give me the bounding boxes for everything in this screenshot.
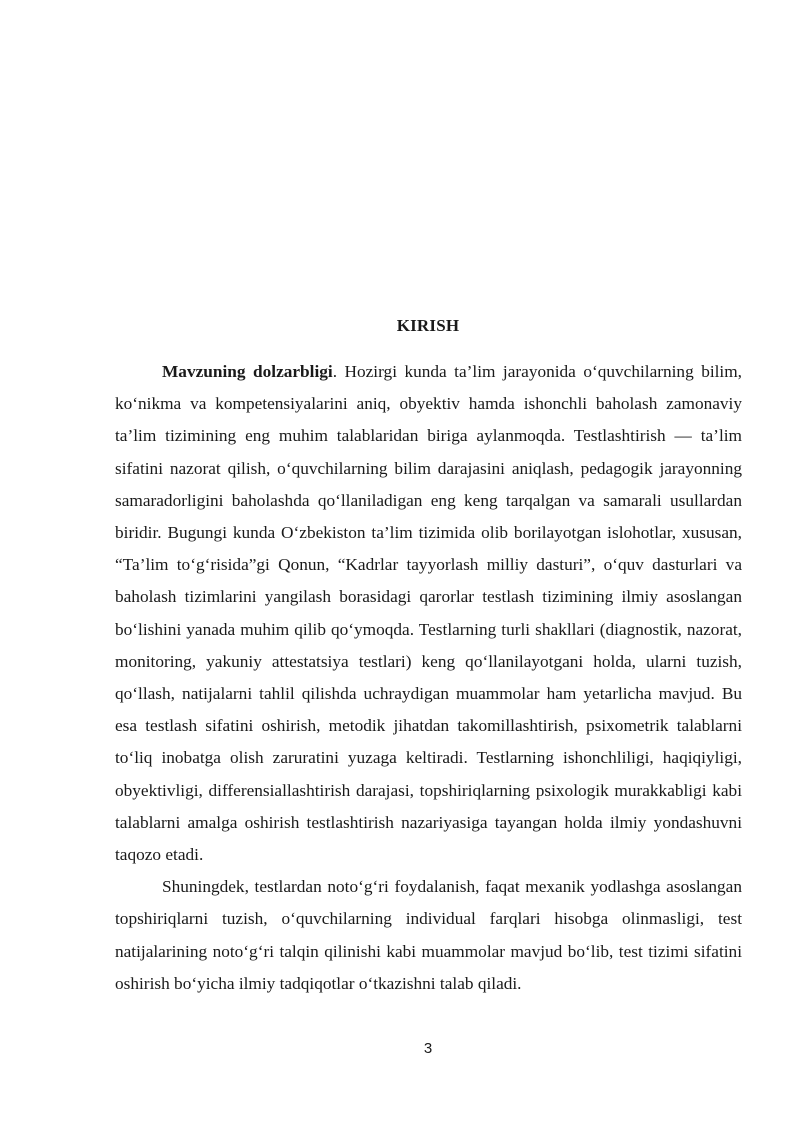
section-title: KIRISH [396, 316, 460, 335]
paragraph-text: . Hozirgi kunda ta’lim jarayonida o‘quvchilarning bilim, ko‘nikma va kompetensiyalarini aniq, obyektiv hamda ishonchli baholash zamonaviy ta’lim tizimining eng muhim talablaridan biriga aylanmoqda. Testlashtirish — ta’lim sifatini nazorat qilish, o‘quvchilarning bilim darajasini aniqlash, pedagogik jarayonning samaradorligini baholashda qo‘llaniladigan eng keng tarqalgan va samarali usullardan biridir. Bugungi kunda O‘zbekiston ta’lim tizimida olib borilayotgan islohotlar, xususan, “Ta’lim to‘g‘risida”gi Qonun, “Kadrlar tayyorlash milliy dasturi”, o‘quv dasturlari va baholash tizimlarini yangilash borasidagi qarorlar testlash tizimining ilmiy asoslangan bo‘lishini yanada muhim qilib qo‘ymoqda. Testlarning turli shakllari (diagnostik, nazorat, monitoring, yakuniy attestatsiya testlari) keng qo‘llanilayotgani holda, ularni tuzish, qo‘llash, natijalarni tahlil qilishda uchraydigan muammolar ham yetarlicha mavjud. Bu esa testlash sifatini oshirish, metodik jihatdan takomillashtirish, psixometrik talablarni to‘liq inobatga olish zaruratini yuzaga keltiradi. Testlarning ishonchliligi, haqiqiyligi, obyektivligi, differensiallashtirish darajasi, topshiriqlarning psixologik murakkabligi kabi talablarni amalga oshirish testlashtirish nazariyasiga tayangan holda ilmiy yondashuvni taqozo etadi. [115, 362, 742, 865]
page-number: 3 [423, 1040, 433, 1057]
paragraph-problems: Shuningdek, testlardan noto‘g‘ri foydalanish, faqat mexanik yodlashga asoslangan topshiriqlarni tuzish, o‘quvchilarning individual farqlari hisobga olinmasligi, test natijalarining noto‘g‘ri talqin qilinishi kabi muammolar mavjud bo‘lib, test tizimi sifatini oshirish bo‘yicha ilmiy tadqiqotlar o‘tkazishni talab qiladi. [115, 877, 742, 993]
body-text [115, 356, 742, 1000]
paragraph-lead-heading: Mavzuning dolzarbligi [162, 362, 333, 381]
paragraph-relevance [115, 356, 742, 871]
